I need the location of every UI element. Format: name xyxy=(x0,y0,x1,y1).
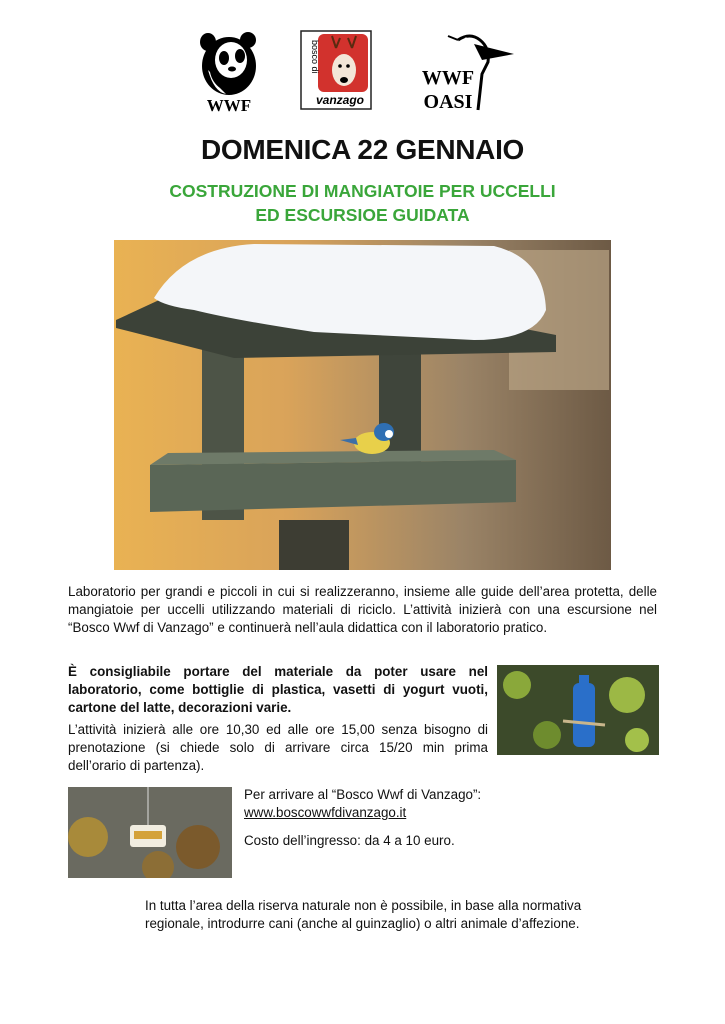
wwf-panda-logo xyxy=(198,30,260,114)
bosco-vanzago-logo xyxy=(300,30,372,110)
directions-text: Per arrivare al “Bosco Wwf di Vanzago”: xyxy=(244,787,482,802)
svg-text:vanzago: vanzago xyxy=(315,93,365,107)
wwf-oasi-logo xyxy=(418,30,522,114)
cost-text: Costo dell’ingresso: da 4 a 10 euro. xyxy=(244,833,455,848)
logo-row xyxy=(0,30,725,114)
paragraph-materials: È consigliabile portare del materiale da poter usare nel laboratorio, come bottiglie di plastica, vasetti di yogurt vuoti, cartone del latte, decorazioni varie. xyxy=(68,664,488,716)
svg-text:bosco di: bosco di xyxy=(310,40,320,74)
bird-feeder-photo xyxy=(114,240,611,570)
svg-text:WWF: WWF xyxy=(206,96,252,114)
event-title: DOMENICA 22 GENNAIO xyxy=(200,134,525,165)
paragraph-schedule: L’attività inizierà alle ore 10,30 ed alle ore 15,00 senza bisogno di prenotazione (si chiede solo di arrivare circa 15/20 min prima dell’orario di partenza). xyxy=(68,722,488,774)
subtitle-line-1: COSTRUZIONE DI MANGIATOIE PER UCCELLI xyxy=(169,181,556,201)
bottle-feeder-photo xyxy=(497,665,659,755)
paragraph-intro: Laboratorio per grandi e piccoli in cui si realizzeranno, insieme alle guide dell’area protetta, delle mangiatoie per uccelli utilizzando materiali di riciclo. L’attività inizierà con una escursione nel “Bosco Wwf di Vanzago” e continuerà nell’aula didattica con il laboratorio pratico. xyxy=(68,584,657,636)
subtitle-line-2: ED ESCURSIOE GUIDATA xyxy=(255,205,470,225)
cup-feeder-photo xyxy=(68,787,232,878)
dog-policy-note: In tutta l’area della riserva naturale non è possibile, in base alla normativa regionale, introdurre cani (anche al guinzaglio) o altri animale d’affezione. xyxy=(145,898,582,932)
website-link[interactable]: www.boscowwfdivanzago.it xyxy=(244,805,407,820)
svg-text:OASI: OASI xyxy=(423,91,473,113)
svg-text:WWF: WWF xyxy=(421,67,475,89)
event-subtitle xyxy=(0,179,725,227)
